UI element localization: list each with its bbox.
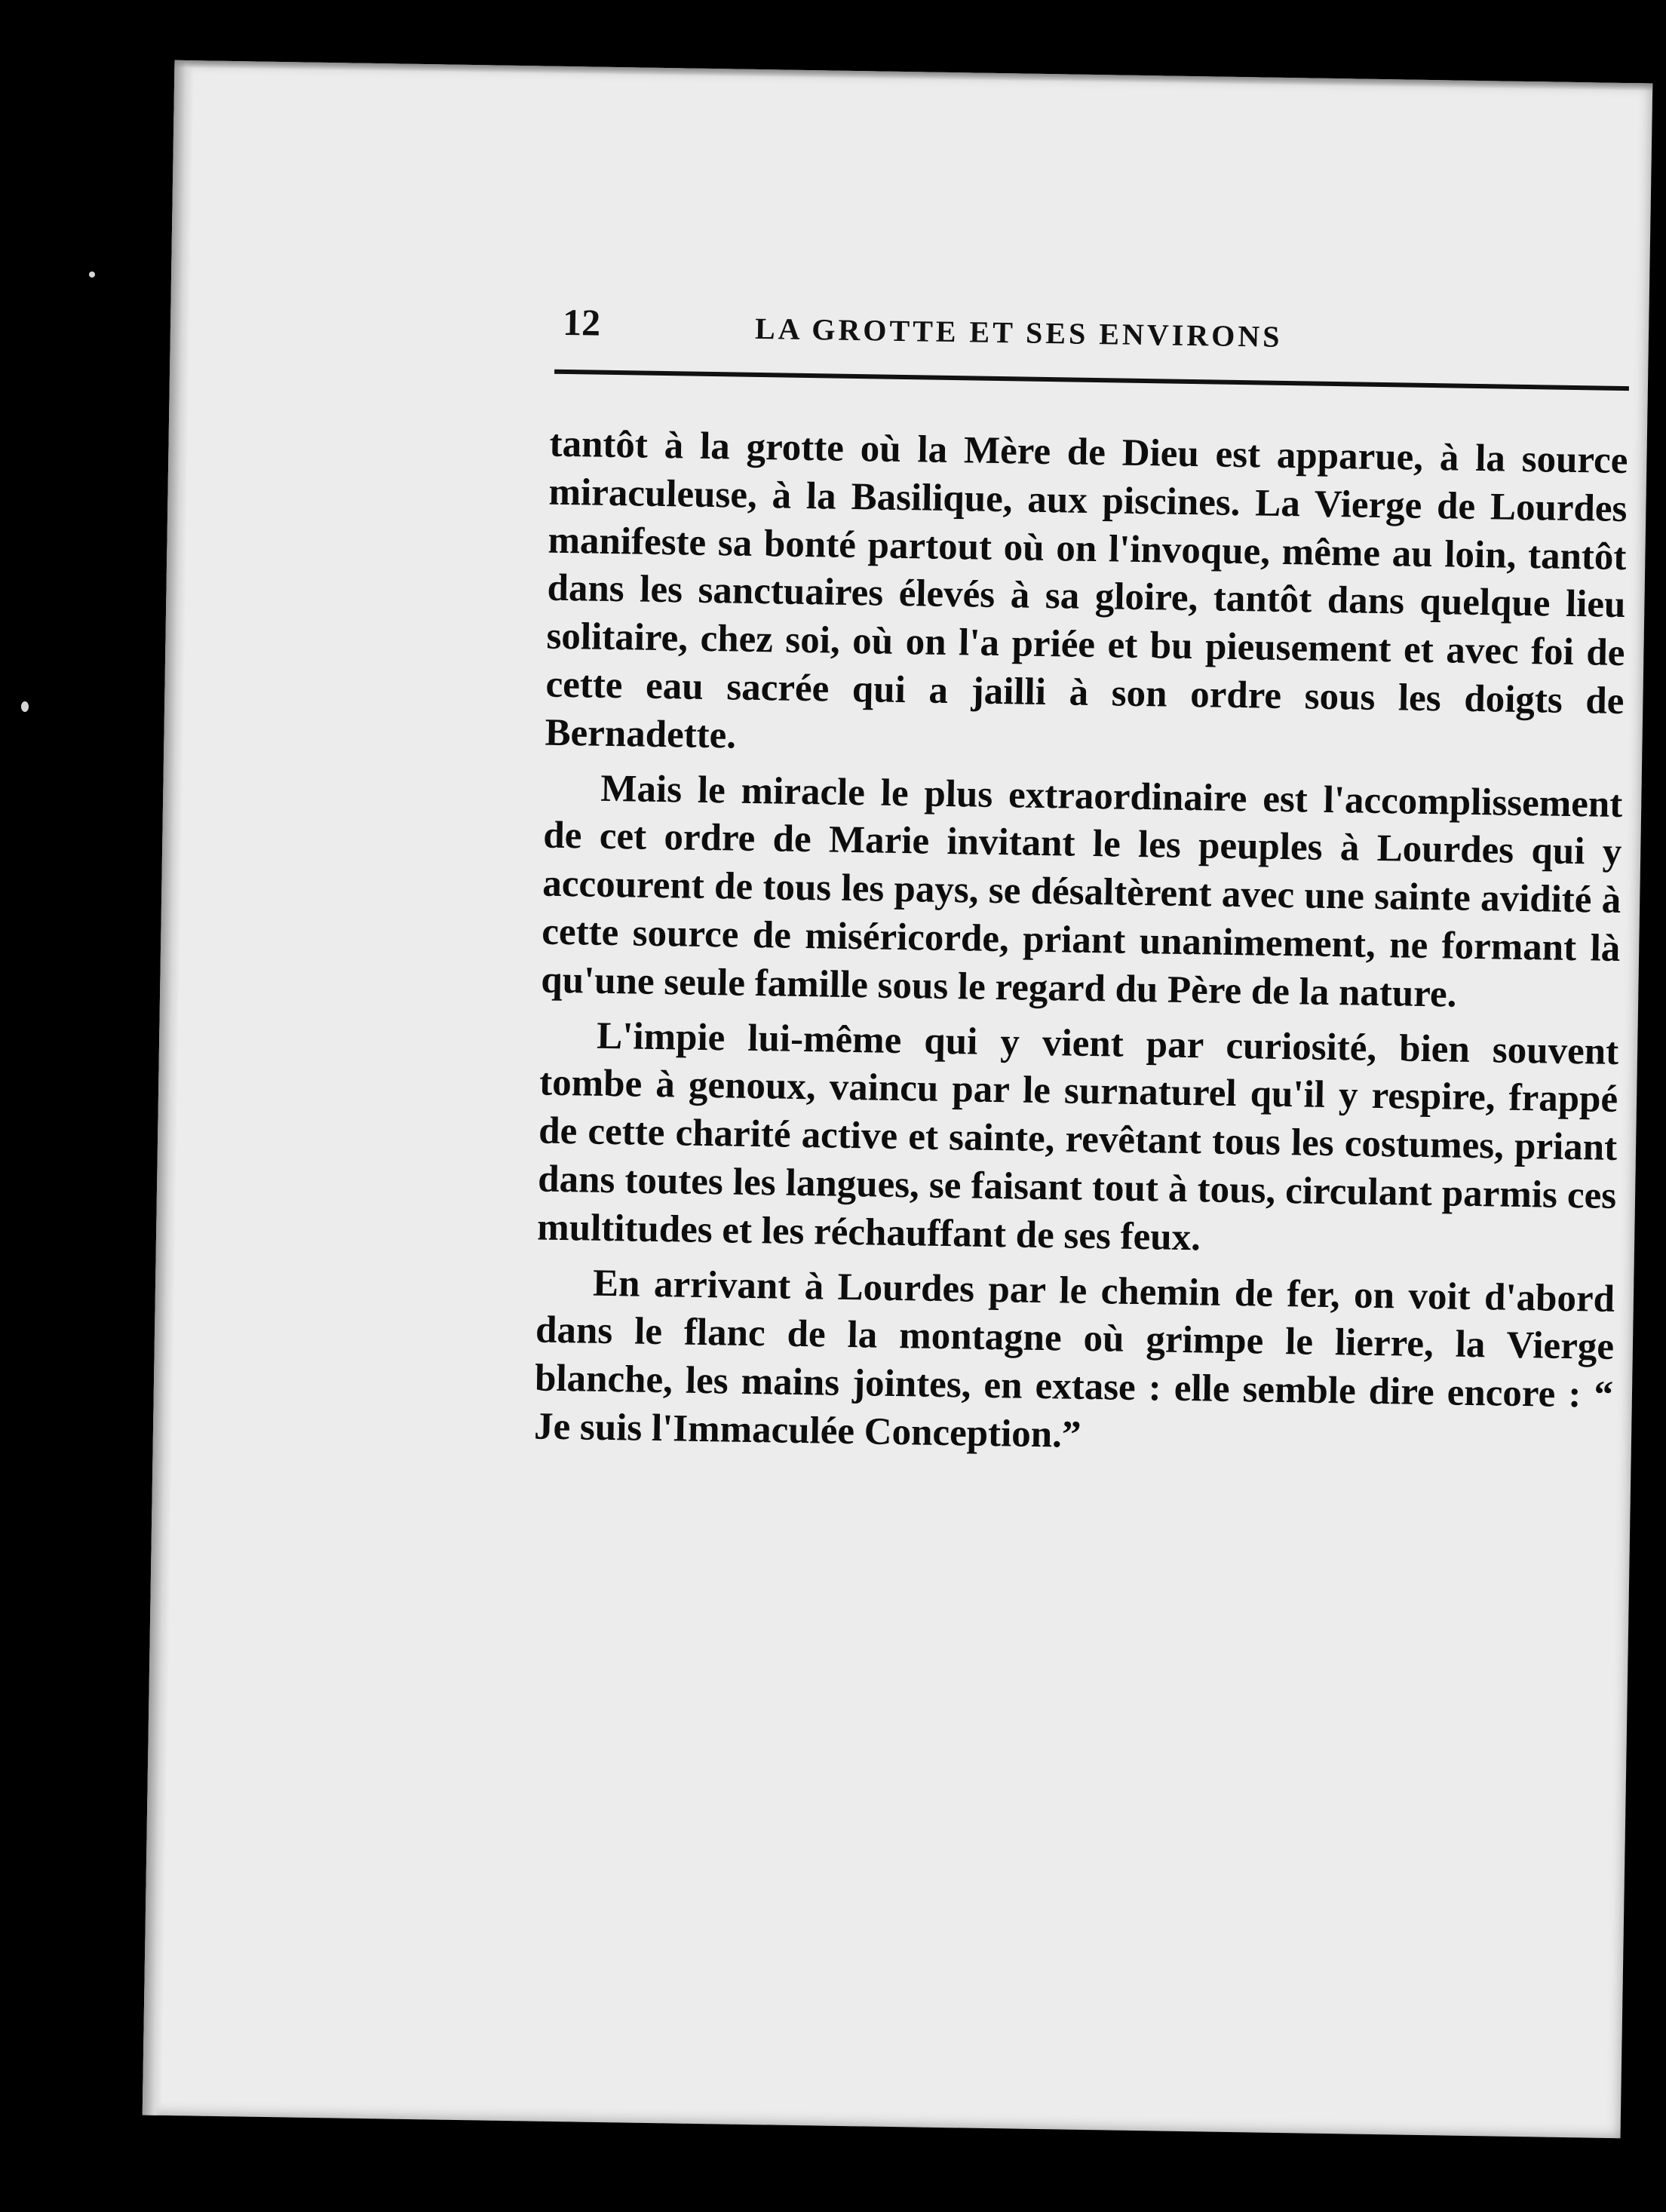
dust-speck [21,701,29,712]
running-header [562,300,1634,377]
paragraph: L'impie lui-même qui y vient par curiosité, bien souvent tombe à genoux, vaincu par le surnaturel qu'il y respire, frappé de cette charité active et sainte, revêtant tous les costumes, priant dans toutes les langues, se faisant tout à tous, circulant parmis ces multitudes et les réchauffant de ses feux. [536,1014,1619,1259]
dust-speck [89,272,95,278]
paragraph: En arrivant à Lourdes par le chemin de fer, on voit d'abord dans le flanc de la montagne où grimpe le lierre, la Vierge blanche, les mains jointes, en extase : elle semble dire encore : “ Je suis l'Immaculée Conception.” [533,1262,1615,1456]
body-text [533,421,1628,1475]
book-page [143,60,1653,2138]
page-number: 12 [562,300,601,344]
running-title: LA GROTTE ET SES ENVIRONS [754,311,1283,354]
paragraph: tantôt à la grotte où la Mère de Dieu est apparue, à la source miraculeuse, à la Basilique, aux piscines. La Vierge de Lourdes manifeste sa bonté partout où on l'invoque, même au loin, tantôt dans les sanctuaires élevés à sa gloire, tantôt dans quelque lieu solitaire, chez soi, où on l'a priée et bu pieusement et avec foi de cette eau sacrée qui a jailli à son ordre sous les doigts de Bernadette. [545,422,1628,757]
paragraph: Mais le miracle le plus extraordinaire est l'accomplissement de cet ordre de Marie invitant le les peuples à Lourdes qui y accourent de tous les pays, se désaltèrent avec une sainte avidité à cette source de miséricorde, priant unanimement, ne formant là qu'une seule famille sous le regard du Père de la nature. [540,767,1623,1016]
